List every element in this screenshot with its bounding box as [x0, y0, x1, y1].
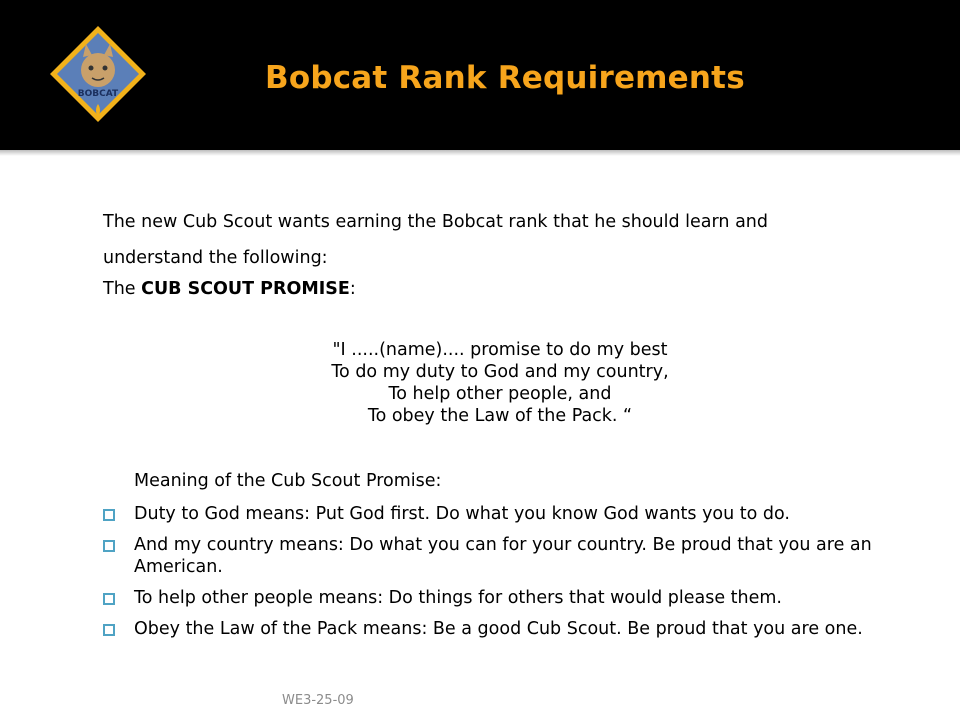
oath-line: To do my duty to God and my country,: [331, 362, 669, 382]
intro-line: The new Cub Scout wants earning the Bobcat rank that he should learn and: [103, 212, 768, 232]
list-item-text: Obey the Law of the Pack means: Be a good Cub Scout. Be proud that you are one.: [134, 619, 863, 639]
promise-heading-prefix: The: [103, 279, 142, 299]
list-item: [103, 587, 903, 609]
footer-code: WE3-25-09: [282, 693, 354, 708]
oath-line: To help other people, and: [388, 384, 612, 404]
logo-text: BOBCAT: [77, 89, 119, 99]
meaning-list: [103, 503, 903, 649]
list-item: [103, 503, 903, 525]
list-item: [103, 618, 903, 640]
promise-heading-suffix: :: [349, 279, 356, 299]
list-item: [103, 534, 903, 578]
oath-line: "I .....(name).... promise to do my best: [332, 340, 668, 360]
hollow-square-bullet-icon: [103, 540, 115, 552]
promise-heading: [103, 279, 356, 299]
page-title: Bobcat Rank Requirements: [265, 60, 745, 96]
promise-oath: [300, 339, 700, 427]
oath-line: To obey the Law of the Pack. “: [367, 406, 633, 426]
promise-heading-bold: CUB SCOUT PROMISE: [141, 279, 350, 299]
list-item-text: Duty to God means: Put God first. Do what you know God wants you to do.: [134, 504, 790, 524]
hollow-square-bullet-icon: [103, 624, 115, 636]
list-item-text: To help other people means: Do things for others that would please them.: [134, 588, 782, 608]
intro-line: understand the following:: [103, 248, 328, 268]
hollow-square-bullet-icon: [103, 593, 115, 605]
meaning-title: Meaning of the Cub Scout Promise:: [134, 471, 442, 491]
hollow-square-bullet-icon: [103, 509, 115, 521]
intro-paragraph: [103, 204, 863, 276]
list-item-text: And my country means: Do what you can for your country. Be proud that you are an American.: [134, 535, 872, 577]
